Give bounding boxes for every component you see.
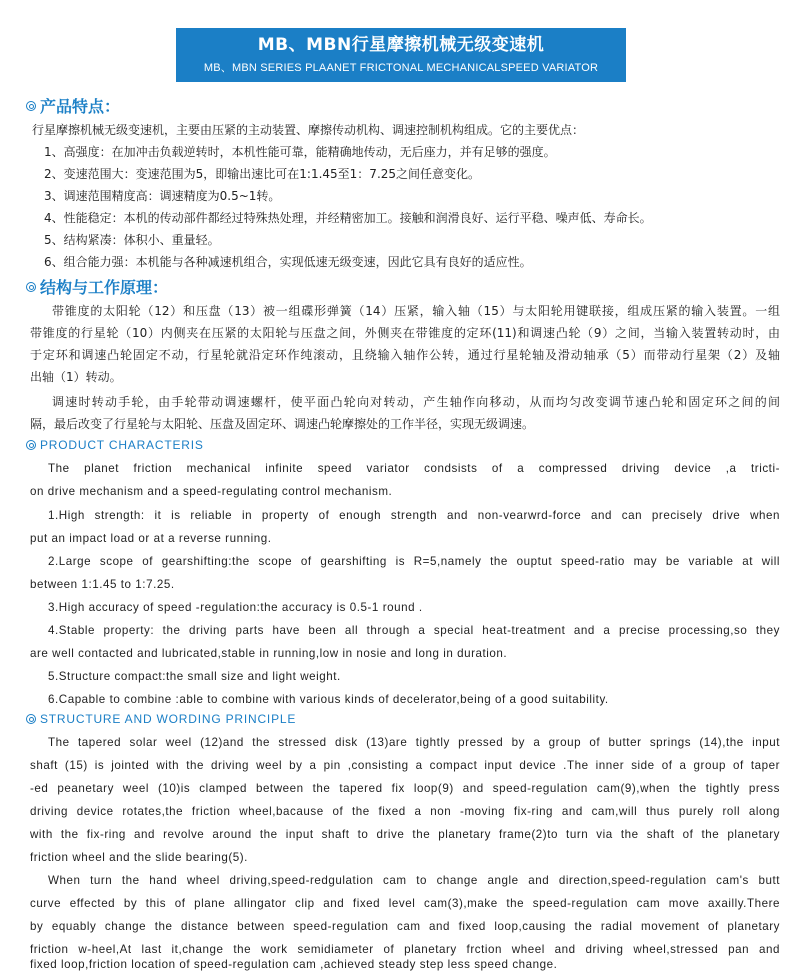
characteris-item-line: 6.Capable to combine :able to combine with various kinds of decelerator,being of a good suitability. xyxy=(48,693,609,706)
characteris-item-line: 3.High accuracy of speed -regulation:the accuracy is 0.5-1 round . xyxy=(48,601,423,614)
principle-para-line: friction w-heel,At last it,change the work semidiameter of planetary frction wheel and driving wheel,stressed pan and xyxy=(30,943,780,956)
characteris-intro-line: on drive mechanism and a speed-regulating control mechanism. xyxy=(30,485,393,498)
structure-para-line: 带锥度的行星轮（10）内侧夹在压紧的太阳轮与压盘之间，外侧夹在带锥度的定环(11)和调速凸轮（9）之间，当输入装置转动时，由 xyxy=(30,326,780,340)
structure-para-line: 出轴（1）转动。 xyxy=(30,370,122,384)
feature-item: 5、结构紧凑：体积小、重量轻。 xyxy=(44,233,220,247)
structure-para-line: 于定环和调速凸轮固定不动，行星轮就沿定环作纯滚动，且绕输入轴作公转，通过行星轮轴及滑动轴承（5）而带动行星架（2）及轴 xyxy=(30,348,780,362)
principle-para-line: curve effected by this of plane allingator clip and fixed level cam(3),make the speed-regulation cam move axailly.There xyxy=(30,897,780,910)
title-english: MB、MBN SERIES PLAANET FRICTONAL MECHANICALSPEED VARIATOR xyxy=(203,62,599,74)
principle-para-line: by equably change the distance between speed-regulation cam and fixed loop,causing the radial movement of planetary xyxy=(30,920,780,933)
feature-item: 2、变速范围大：变速范围为5，即输出速比可在1:1.45至1：7.25之间任意变化。 xyxy=(44,167,481,181)
principle-para-line: with the fix-ring and revolve around the input shaft to drive the planetary frame(2)to turn via the shaft of the planetary xyxy=(30,828,780,841)
principle-para-line: friction wheel and the slide bearing(5). xyxy=(30,851,248,864)
feature-item: 3、调速范围精度高：调速精度为0.5~1转。 xyxy=(44,189,281,203)
characteris-item-line: are well contacted and lubricated,stable in running,low in nosie and long in duration. xyxy=(30,647,508,660)
section-heading-text: 产品特点： xyxy=(40,97,121,116)
section-heading-features xyxy=(26,94,120,117)
feature-item: 1、高强度：在加冲击负载逆转时，本机性能可靠，能精确地传动，无后座力，并有足够的强度。 xyxy=(44,145,556,159)
principle-para-line: shaft (15) is jointed with the driving weel by a pin ,consisting a compact input device .The inner side of a group of taper xyxy=(30,759,780,772)
section-heading-text: 结构与工作原理： xyxy=(40,278,169,297)
section-heading-text: PRODUCT CHARACTERIS xyxy=(40,438,204,452)
characteris-item-line: put an impact load or at a reverse running. xyxy=(30,532,272,545)
characteris-item-line: 1.High strength: it is reliable in property of enough strength and non-vearwrd-force and can precisely drive when xyxy=(48,509,780,522)
feature-item: 6、组合能力强：本机能与各种减速机组合，实现低速无级变速，因此它具有良好的适应性。 xyxy=(44,255,532,269)
principle-para-line: The tapered solar weel (12)and the stressed disk (13)are tightly pressed by a group of butter springs (14),the input xyxy=(48,736,780,749)
section-heading-structure-principle xyxy=(26,712,296,726)
characteris-item-line: 2.Large scope of gearshifting:the scope of gearshifting is R=5,namely the ouptut speed-ratio may be variable at will xyxy=(48,555,780,568)
section-bullet-icon xyxy=(26,101,36,111)
structure-para-line: 隔，最后改变了行星轮与太阳轮、压盘及固定环、调速凸轮摩擦处的工作半径，实现无级调速。 xyxy=(30,417,535,431)
section-bullet-icon xyxy=(26,440,36,450)
structure-para-line: 调速时转动手轮，由手轮带动调速螺杆，使平面凸轮向对转动，产生轴作向移动，从而均匀改变调节速凸轮和固定环之间的间 xyxy=(52,395,780,409)
principle-para-line: -ed peanetary weel (10)is clamped between the tapered fix loop(9) and speed-regulation cam(9),when the tightly press xyxy=(30,782,780,795)
section-heading-structure xyxy=(26,275,168,298)
principle-para-line: When turn the hand wheel driving,speed-redgulation cam to change angle and direction,speed-regulation cam's butt xyxy=(48,874,780,887)
structure-para-line: 带锥度的太阳轮（12）和压盘（13）被一组碟形弹簧（14）压紧，输入轴（15）与太阳轮用键联接，组成压紧的输入装置。一组 xyxy=(52,304,780,318)
section-bullet-icon xyxy=(26,282,36,292)
characteris-intro-line: The planet friction mechanical infinite speed variator condsists of a compressed driving device ,a tricti- xyxy=(48,462,780,475)
characteris-item-line: 4.Stable property: the driving parts have been all through a special heat-treatment and a precise processing,so they xyxy=(48,624,780,637)
section-bullet-icon xyxy=(26,714,36,724)
principle-para-line: fixed loop,friction location of speed-regulation cam ,achieved steady step less speed change. xyxy=(30,958,558,971)
characteris-item-line: 5.Structure compact:the small size and light weight. xyxy=(48,670,341,683)
title-banner xyxy=(176,28,626,82)
features-intro: 行星摩擦机械无级变速机，主要由压紧的主动装置、摩擦传动机构、调速控制机构组成。它的主要优点： xyxy=(32,123,585,137)
section-heading-product-characteris xyxy=(26,438,204,452)
section-heading-text: STRUCTURE AND WORDING PRINCIPLE xyxy=(40,712,297,726)
title-chinese: MB、MBN行星摩擦机械无级变速机 xyxy=(257,35,545,55)
principle-para-line: driving device rotates,the friction wheel,bacause of the fixed a non -moving fix-ring and cam,will thus purely roll along xyxy=(30,805,780,818)
feature-item: 4、性能稳定：本机的传动部件都经过特殊热处理，并经精密加工。接触和润滑良好、运行平稳、噪声低、寿命长。 xyxy=(44,211,652,225)
characteris-item-line: between 1:1.45 to 1:7.25. xyxy=(30,578,175,591)
